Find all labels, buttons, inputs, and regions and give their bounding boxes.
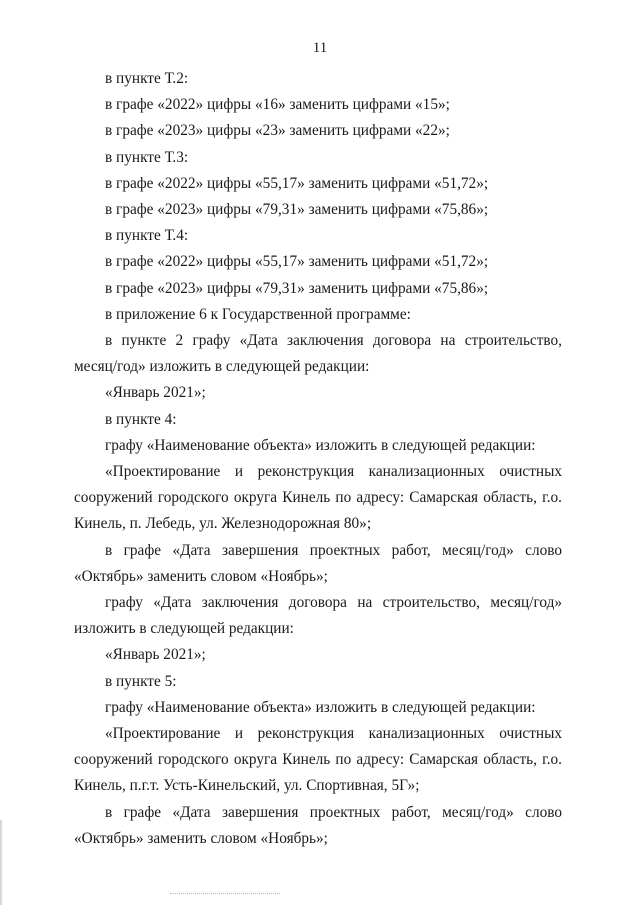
paragraph-appendix-6: в приложение 6 к Государственной программе:	[105, 305, 411, 323]
paragraph-object-name-4: графу «Наименование объекта» изложить в следующей редакции:	[105, 436, 536, 454]
paragraph-item-t2: в пункте Т.2:	[105, 70, 189, 87]
document-body	[74, 66, 562, 852]
paragraph-object-name-5: графу «Наименование объекта» изложить в следующей редакции:	[105, 698, 536, 716]
paragraph-t3-2023: в графе «2023» цифры «79,31» заменить цифрами «75,86»;	[105, 201, 489, 219]
paragraph-t2-2023: в графе «2023» цифры «23» заменить цифрами «22»;	[105, 122, 450, 140]
paragraph-item-t3: в пункте Т.3:	[105, 148, 189, 166]
paragraph-t4-2022: в графе «2022» цифры «55,17» заменить цифрами «51,72»;	[105, 253, 489, 271]
paragraph-contract-date-4: графу «Дата заключения договора на строительство, месяц/год» изложить в следующей редакции:	[74, 594, 562, 638]
paragraph-design-end-date-5: в графе «Дата завершения проектных работ, месяц/год» слово «Октябрь» заменить словом «Ноябрь»;	[74, 803, 562, 847]
paragraph-item-t4: в пункте Т.4:	[105, 227, 189, 245]
paragraph-t2-2022: в графе «2022» цифры «16» заменить цифрами «15»;	[105, 96, 450, 114]
scan-edge-shadow	[0, 820, 3, 905]
scan-artifact-marks	[170, 893, 280, 898]
paragraph-january-2021-a: «Январь 2021»;	[105, 384, 206, 402]
paragraph-january-2021-b: «Январь 2021»;	[105, 646, 206, 664]
paragraph-item-5: в пункте 5:	[105, 672, 177, 690]
paragraph-design-end-date-4: в графе «Дата завершения проектных работ, месяц/год» слово «Октябрь» заменить словом «Ноябрь»;	[74, 541, 562, 585]
paragraph-object-desc-5: «Проектирование и реконструкция канализационных очистных сооружений городского округа Кинель по адресу: Самарская область, г.о. Кинель, п.г.т. Усть-Кинельский, ул. Спортивная, 5Г»;	[74, 725, 562, 795]
paragraph-t4-2023: в графе «2023» цифры «79,31» заменить цифрами «75,86»;	[105, 279, 489, 297]
paragraph-t3-2022: в графе «2022» цифры «55,17» заменить цифрами «51,72»;	[105, 174, 489, 192]
page-number: 11	[312, 40, 328, 56]
paragraph-object-desc-4: «Проектирование и реконструкция канализационных очистных сооружений городского округа Кинель по адресу: Самарская область, г.о. Кинель, п. Лебедь, ул. Железнодорожная 80»;	[74, 463, 562, 533]
paragraph-item-2-contract-date: в пункте 2 графу «Дата заключения договора на строительство, месяц/год» изложить в следующей редакции:	[74, 332, 562, 376]
paragraph-item-4: в пункте 4:	[105, 410, 177, 428]
